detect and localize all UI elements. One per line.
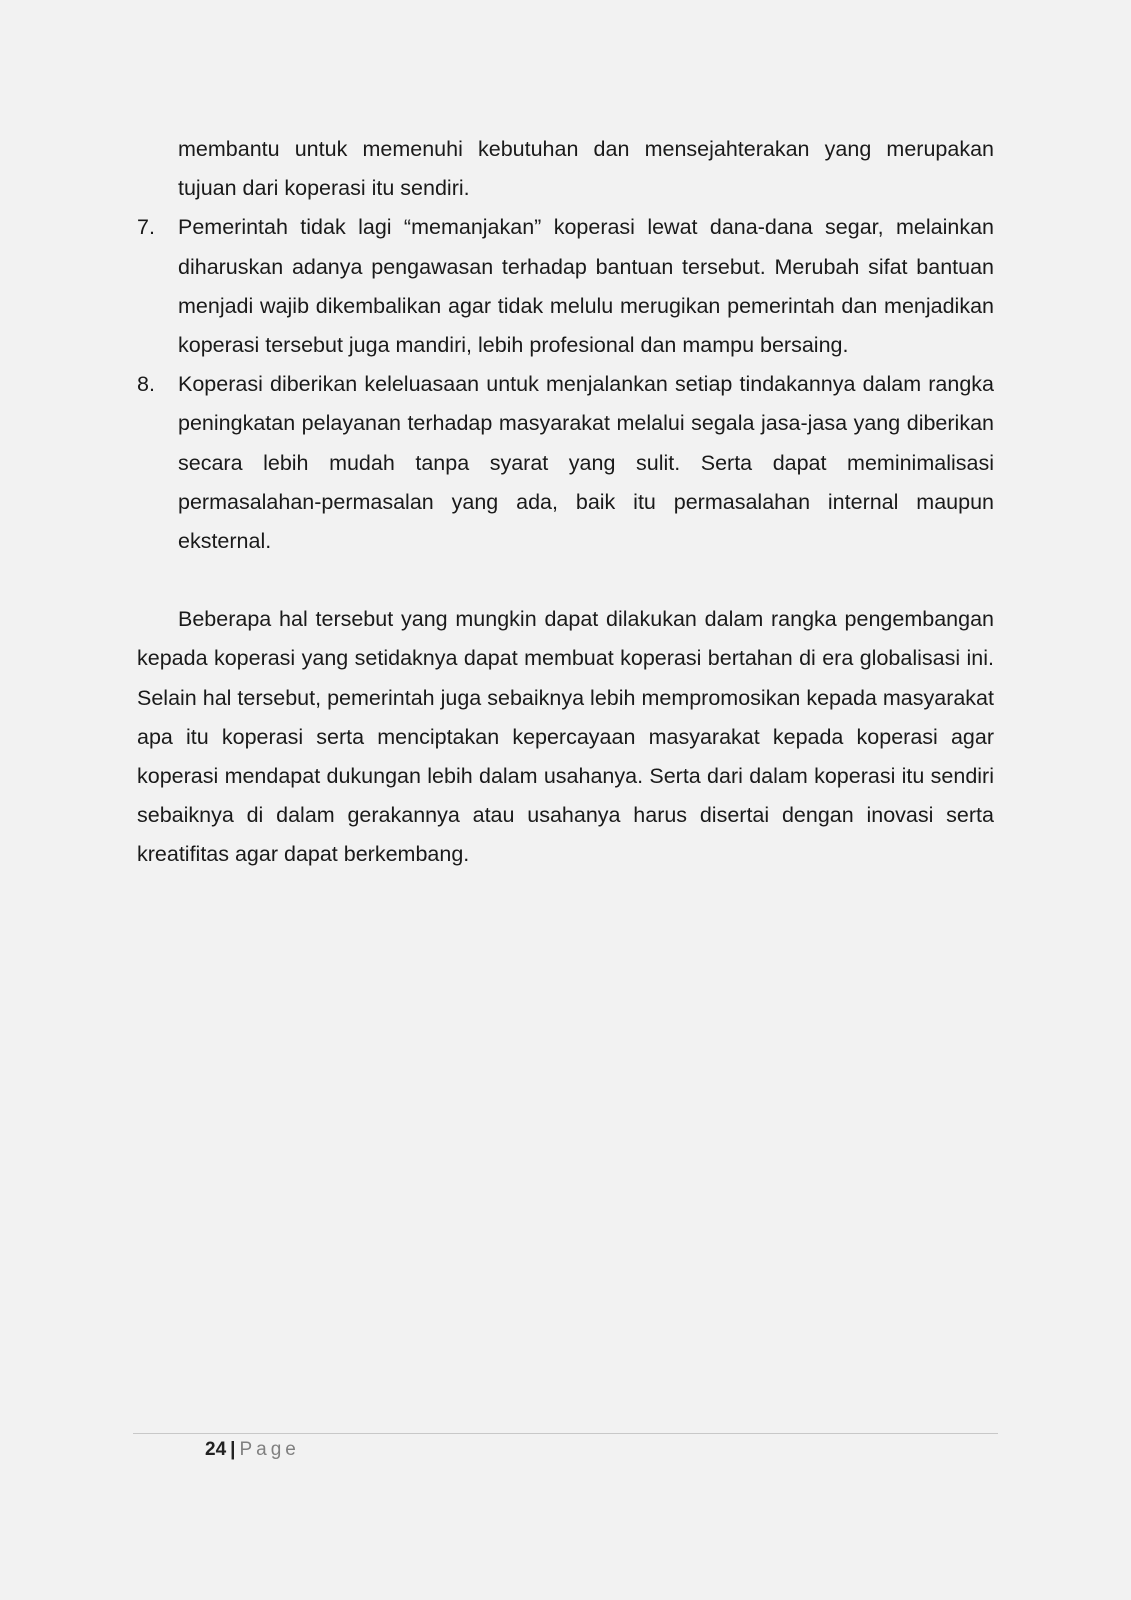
footer-separator: | xyxy=(230,1439,236,1460)
continued-list-text: membantu untuk memenuhi kebutuhan dan mensejahterakan yang merupakan tujuan dari koperasi itu sendiri. xyxy=(178,137,994,201)
page-label: Page xyxy=(239,1439,300,1460)
closing-paragraph: Beberapa hal tersebut yang mungkin dapat dilakukan dalam rangka pengembangan kepada koperasi yang setidaknya dapat membuat koperasi bertahan di era globalisasi ini. Selain hal tersebut, pemerintah juga sebaiknya lebih mempromosikan kepada masyarakat apa itu koperasi serta menciptakan kepercayaan masyarakat kepada koperasi agar koperasi mendapat dukungan lebih dalam usahanya. Serta dari dalam koperasi itu sendiri sebaiknya di dalam gerakannya atau usahanya harus disertai dengan inovasi serta kreatifitas agar dapat berkembang. xyxy=(137,607,994,867)
list-item-number: 8. xyxy=(137,372,155,397)
list-item-text: Pemerintah tidak lagi “memanjakan” koperasi lewat dana-dana segar, melainkan diharuskan adanya pengawasan terhadap bantuan tersebut. Merubah sifat bantuan menjadi wajib dikembalikan agar tidak melulu merugikan pemerintah dan menjadikan koperasi tersebut juga mandiri, lebih profesional dan mampu bersaing. xyxy=(178,215,994,358)
list-item-text: Koperasi diberikan keleluasaan untuk menjalankan setiap tindakannya dalam rangka peningkatan pelayanan terhadap masyarakat melalui segala jasa-jasa yang diberikan secara lebih mudah tanpa syarat yang sulit. Serta dapat meminimalisasi permasalahan-permasalan yang ada, baik itu permasalahan internal maupun eksternal. xyxy=(178,372,994,554)
page-footer xyxy=(205,1437,300,1463)
list-item xyxy=(137,365,994,561)
numbered-list xyxy=(137,208,994,561)
page-number: 24 xyxy=(205,1439,227,1460)
page-body xyxy=(137,130,994,875)
list-item-number: 7. xyxy=(137,215,155,240)
footer-divider xyxy=(133,1433,998,1434)
list-item xyxy=(137,208,994,365)
